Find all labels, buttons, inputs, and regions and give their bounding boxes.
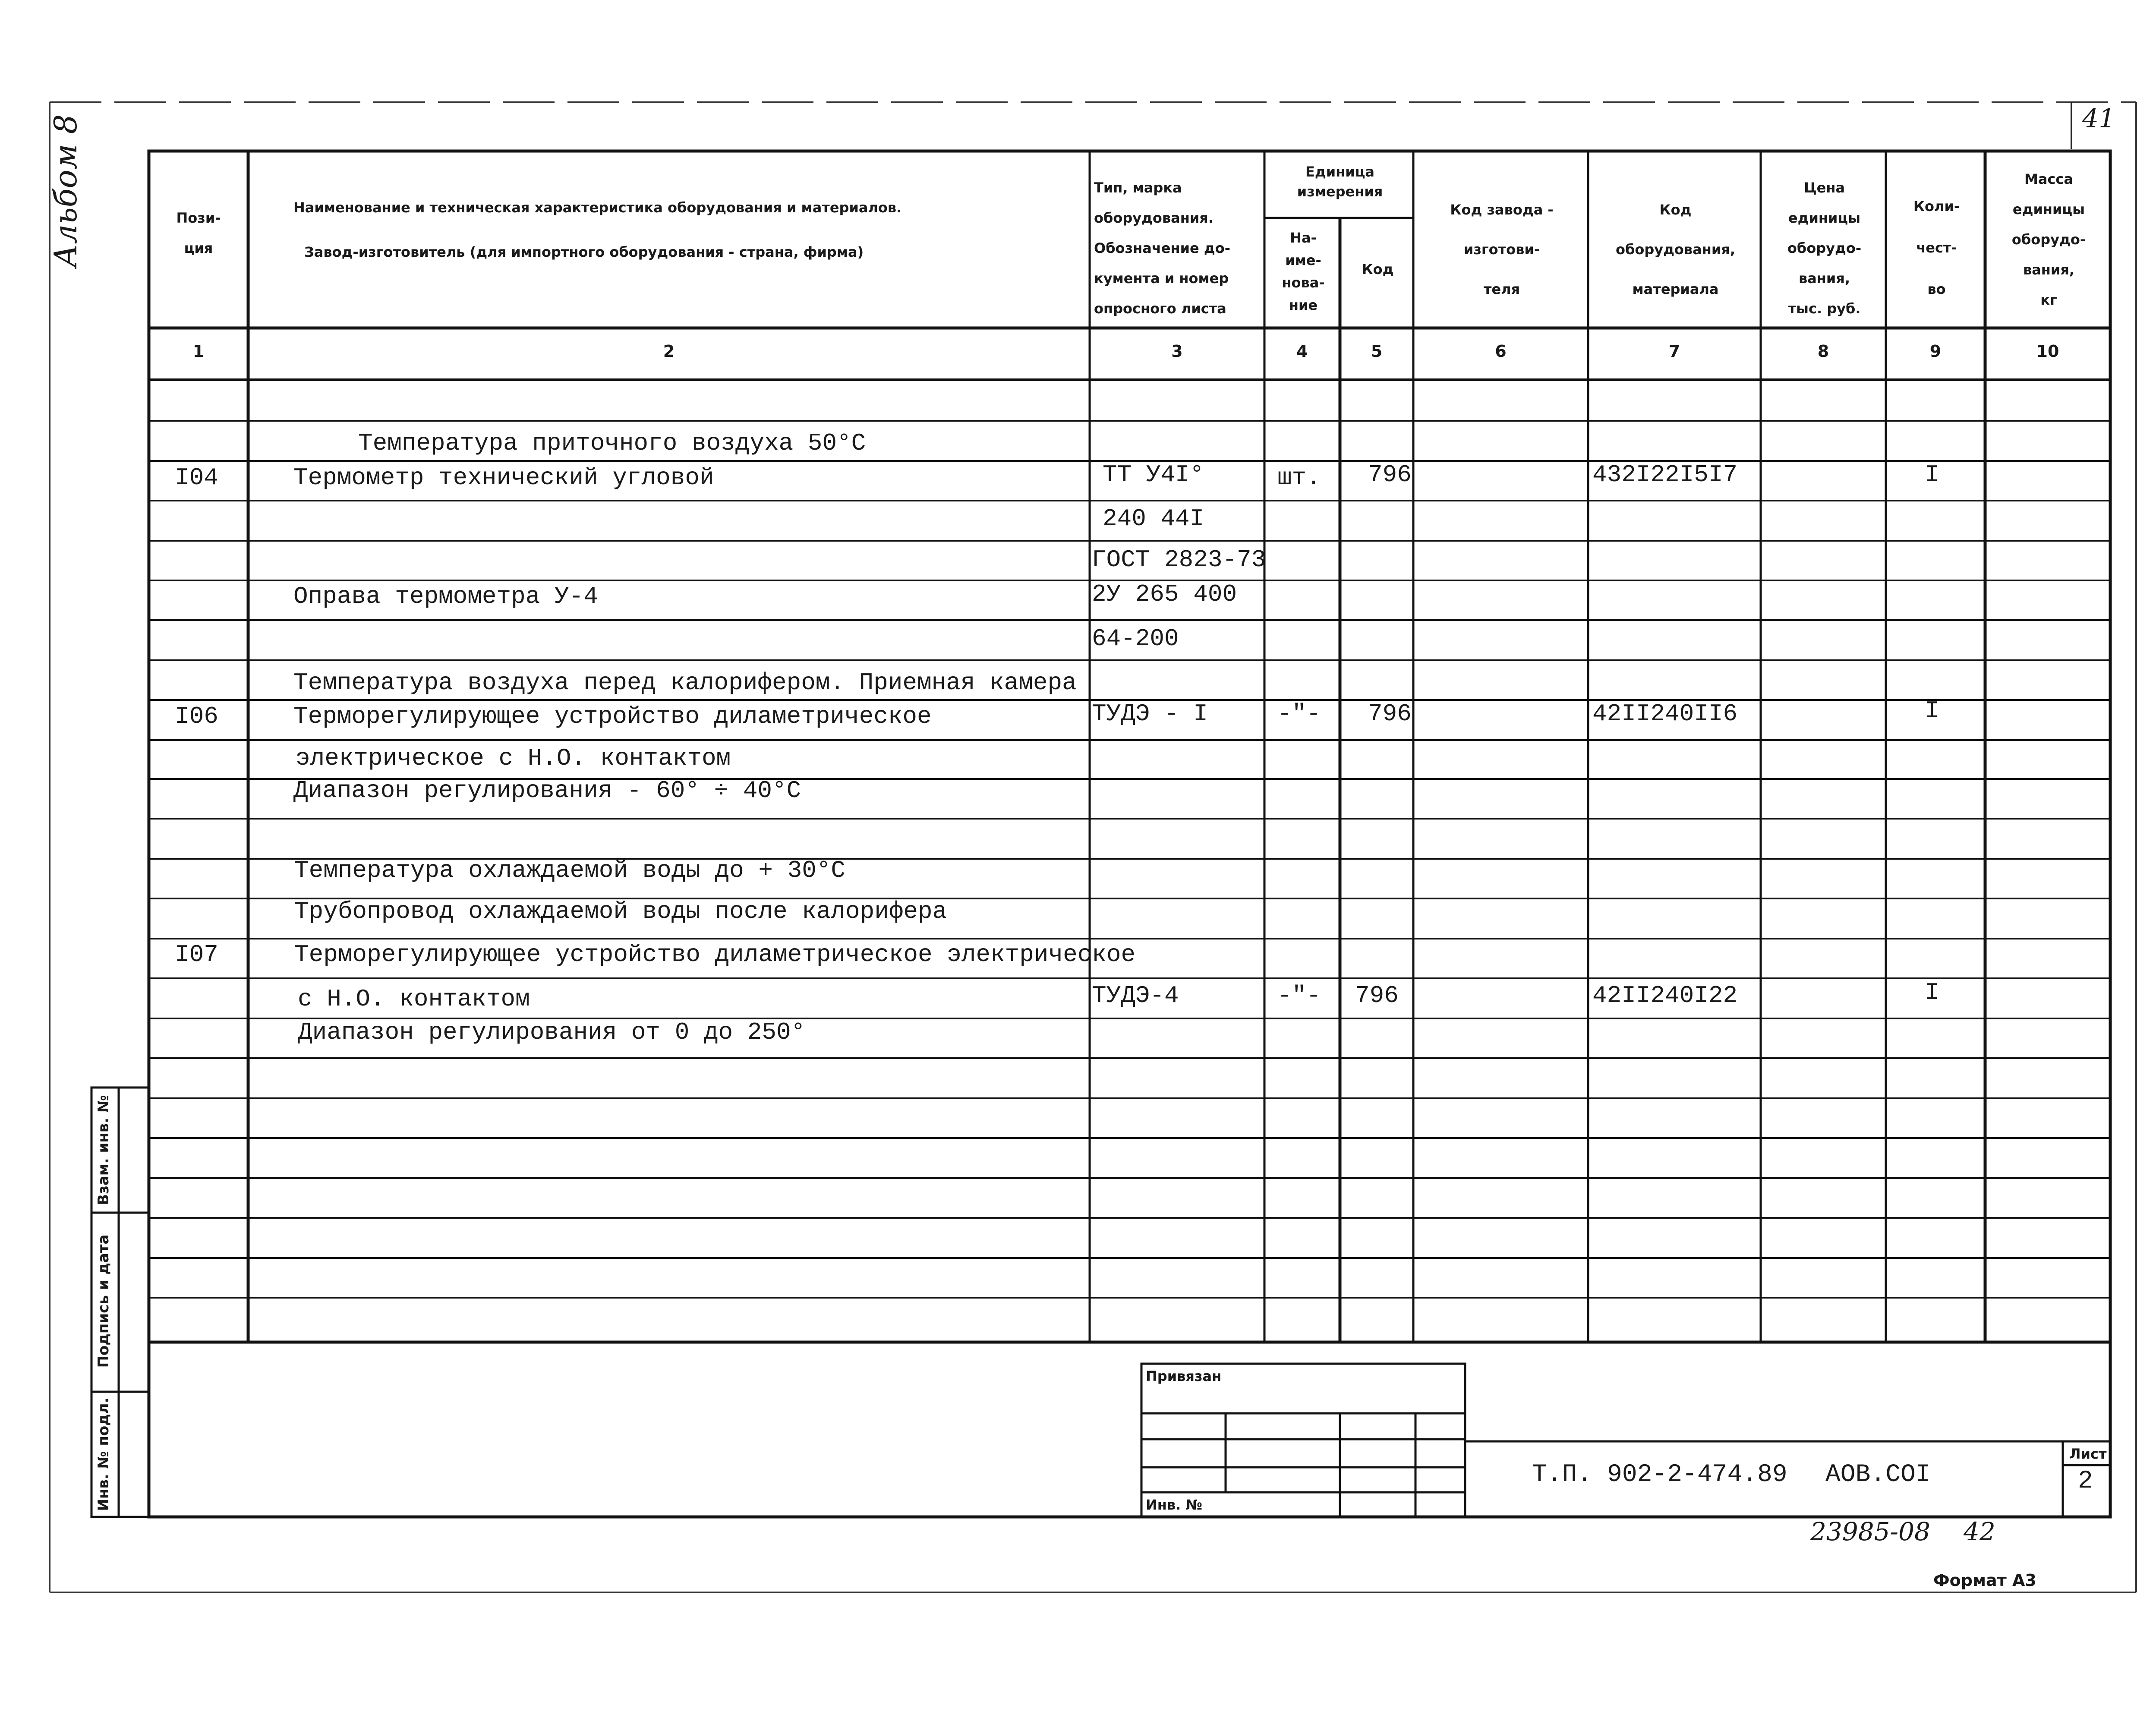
table-row-name: Термометр технический угловой [293,464,714,492]
archive-number: 23985-08 [1810,1517,1930,1546]
table-row-pos: I07 [175,941,218,968]
col-number-3: 3 [1171,342,1183,361]
table-row-qty: I [1925,697,1939,725]
table-row-equip: 42II240I22 [1592,982,1738,1009]
header-unit-code: Код [1362,261,1394,277]
format-label: Формат А3 [1933,1571,2036,1590]
col-number-7: 7 [1668,342,1680,361]
table-row-unit: шт. [1277,464,1321,492]
table-row-type: 2У 265 400 [1092,580,1237,608]
table-row-name: Терморегулирующее устройство диламетрическое [293,703,932,730]
header-mass: Масса единицы оборудо- вания, кг [2011,171,2086,308]
table-row-equip: 432I22I5I7 [1592,461,1738,489]
table-row-unit: -"- [1277,982,1321,1009]
stamp-inv-no: Инв. № [1146,1497,1202,1513]
table-row-pos: I06 [175,703,218,730]
table-row-name: Диапазон регулирования от 0 до 250° [298,1018,806,1046]
table-row-pos: I04 [175,464,218,492]
table-row-qty: I [1925,979,1939,1006]
col-number-1: 1 [192,342,205,361]
header-pos: Пози-ция [176,210,221,256]
table-row-type: ТТ У4I° [1103,461,1204,489]
album-label: Альбом 8 [47,114,84,268]
col-number-4: 4 [1296,342,1308,361]
table-row-type: 64-200 [1092,625,1179,653]
header-unit-name: На- име- нова- ние [1282,230,1325,313]
table-row-type: ГОСТ 2823-73 [1092,546,1266,574]
table-row-name: Терморегулирующее устройство диламетрическое электрическое [294,941,1136,968]
header-equip-code: Код оборудования, материала [1616,202,1735,297]
header-factory-code: Код завода - изготови- теля [1450,202,1554,297]
col-number-6: 6 [1495,342,1507,361]
header-unit: Единица измерения [1297,164,1383,200]
table-row-type: ТУДЭ-4 [1092,982,1179,1009]
stamp-designation: Т.П. 902-2-474.89 [1532,1461,1787,1489]
col-number-10: 10 [2036,342,2059,361]
col-number-8: 8 [1817,342,1829,361]
table-row-name: Диапазон регулирования - 60° ÷ 40°С [293,777,801,804]
stamp-code: АОВ.СОI [1825,1461,1931,1489]
table-row-code: 796 [1355,982,1399,1009]
table-row-type: 240 44I [1103,505,1204,533]
side-stamp-vzam: Взам. инв. № [95,1095,112,1205]
table-row-name: Трубопровод охлаждаемой воды после калорифера [294,898,947,925]
table-row-equip: 42II240II6 [1592,700,1738,728]
table-row-name: Температура охлаждаемой воды до + 30°С [294,857,846,884]
table-row-code: 796 [1368,700,1412,728]
header-name-line2: Завод-изготовитель (для импортного оборудования - страна, фирма) [304,244,864,260]
header-qty: Коли- чест- во [1913,198,1960,297]
col-number-2: 2 [663,342,675,361]
table-row-name: Температура воздуха перед калорифером. Приемная камера [293,669,1077,697]
table-row-name: Температура приточного воздуха 50°С [358,429,866,457]
header-name-line1: Наименование и техническая характеристика оборудования и материалов. [293,199,902,216]
table-row-name: электрическое с Н.О. контактом [296,744,731,772]
stamp-sheet-label: Лист [2069,1446,2107,1462]
stamp-privyazan: Привязан [1146,1368,1222,1384]
table-row-code: 796 [1368,461,1412,489]
stamp-sheet-no: 2 [2078,1467,2093,1495]
table-row-type: ТУДЭ - I [1092,700,1208,728]
header-price: Цена единицы оборудо- вания, тыс. руб. [1787,180,1862,317]
side-stamp-inv: Инв. № подл. [95,1397,112,1511]
col-number-5: 5 [1371,342,1383,361]
col-number-9: 9 [1929,342,1942,361]
archive-sheet: 42 [1964,1517,1995,1546]
table-row-unit: -"- [1277,700,1321,728]
page-number: 41 [2082,104,2115,134]
side-stamp-podpis: Подпись и дата [95,1234,112,1368]
table-row-qty: I [1925,461,1939,489]
header-type: Тип, марка оборудования. Обозначение до- кумента и номер опросного листа [1094,180,1230,317]
table-row-name: Оправа термометра У-4 [293,583,598,610]
table-row-name: с Н.О. контактом [298,985,530,1013]
